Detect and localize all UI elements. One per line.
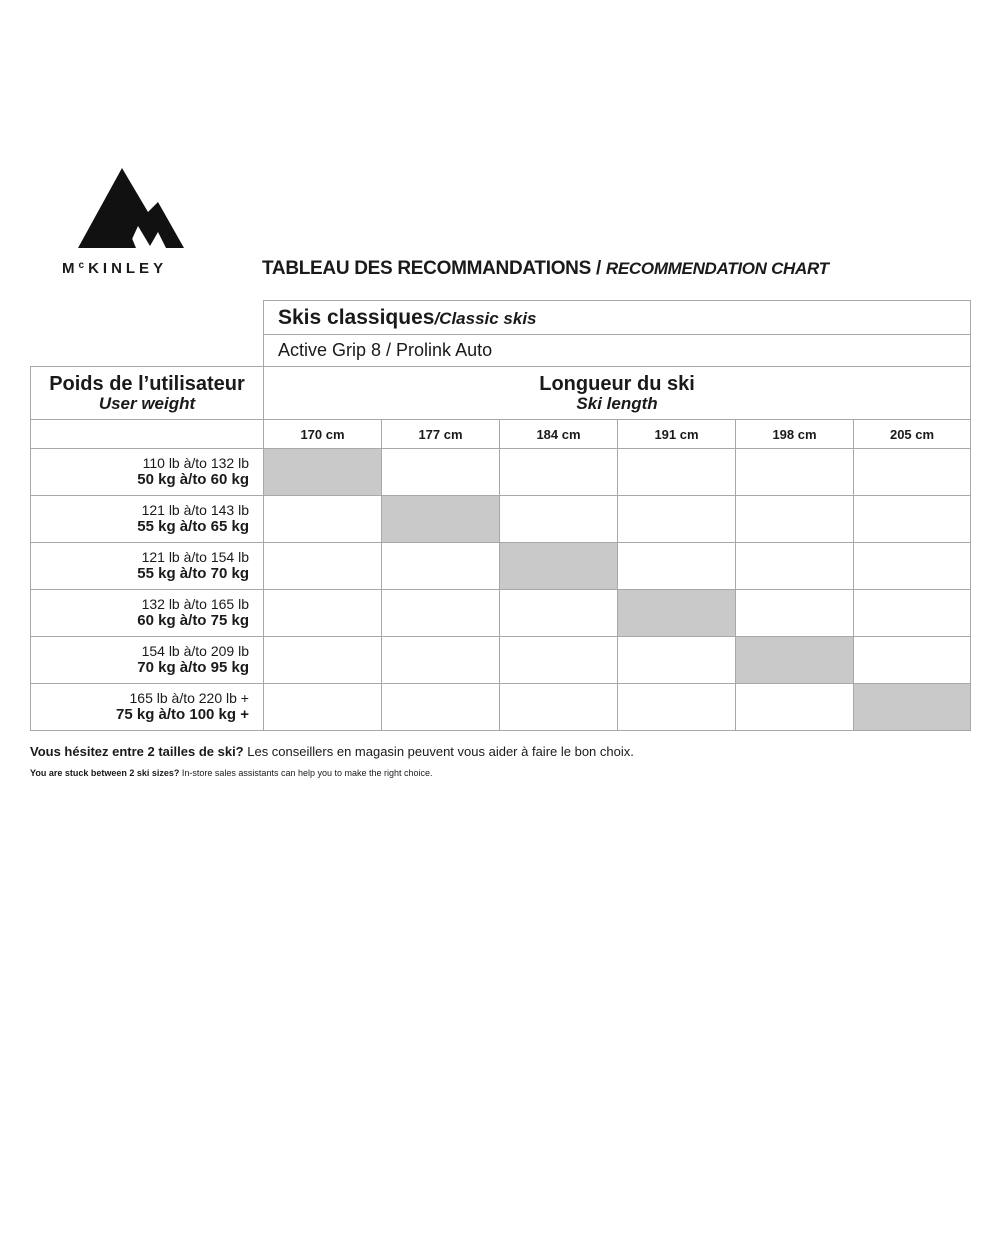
recommended-cell xyxy=(264,449,382,496)
grid-cell xyxy=(382,684,500,731)
page-title xyxy=(262,258,829,280)
weight-lb: 121 lb à/to 154 lb xyxy=(141,549,249,566)
grid-cell xyxy=(500,684,618,731)
weight-range xyxy=(31,449,264,496)
empty-length-label xyxy=(31,420,264,449)
grid-cell xyxy=(618,449,736,496)
length-header-en: Ski length xyxy=(576,393,658,413)
recommendation-table xyxy=(30,300,971,731)
title-fr: TABLEAU DES RECOMMANDATIONS xyxy=(262,258,591,279)
weight-kg: 55 kg à/to 70 kg xyxy=(137,565,249,583)
grid-cell xyxy=(500,449,618,496)
weight-kg: 50 kg à/to 60 kg xyxy=(137,471,249,489)
weight-kg: 70 kg à/to 95 kg xyxy=(137,659,249,677)
weight-range xyxy=(31,637,264,684)
brand-logo xyxy=(62,168,202,288)
ski-length-5: 205 cm xyxy=(854,420,971,449)
note-fr: Vous hésitez entre 2 tailles de ski? Les conseillers en magasin peuvent vous aider à faire le bon choix. xyxy=(30,744,634,759)
grid-cell xyxy=(382,637,500,684)
recommended-cell xyxy=(618,590,736,637)
weight-lb: 165 lb à/to 220 lb + xyxy=(129,690,249,707)
weight-kg: 75 kg à/to 100 kg + xyxy=(116,706,249,724)
grid-cell xyxy=(264,590,382,637)
grid-cell xyxy=(500,590,618,637)
weight-lb: 121 lb à/to 143 lb xyxy=(141,502,249,519)
weight-kg: 55 kg à/to 65 kg xyxy=(137,518,249,536)
grid-cell xyxy=(736,590,854,637)
weight-lb: 154 lb à/to 209 lb xyxy=(141,643,249,660)
weight-range xyxy=(31,590,264,637)
grid-cell xyxy=(854,590,971,637)
grid-cell xyxy=(382,543,500,590)
grid-cell xyxy=(618,684,736,731)
weight-range xyxy=(31,684,264,731)
ski-length-4: 198 cm xyxy=(736,420,854,449)
grid-cell xyxy=(618,543,736,590)
empty-corner-2 xyxy=(31,335,264,367)
grid-cell xyxy=(854,637,971,684)
grid-cell xyxy=(382,590,500,637)
weight-range xyxy=(31,543,264,590)
weight-header xyxy=(31,367,264,420)
grid-cell xyxy=(500,637,618,684)
length-header-fr: Longueur du ski xyxy=(539,372,695,395)
weight-kg: 60 kg à/to 75 kg xyxy=(137,612,249,630)
grid-cell xyxy=(854,496,971,543)
weight-lb: 132 lb à/to 165 lb xyxy=(141,596,249,613)
length-header xyxy=(264,367,971,420)
grid-cell xyxy=(382,449,500,496)
grid-cell xyxy=(264,496,382,543)
grid-cell xyxy=(736,496,854,543)
product-category: Skis classiques/Classic skis xyxy=(264,301,971,335)
ski-length-0: 170 cm xyxy=(264,420,382,449)
grid-cell xyxy=(736,543,854,590)
recommended-cell xyxy=(854,684,971,731)
ski-length-3: 191 cm xyxy=(618,420,736,449)
title-separator: / xyxy=(590,258,606,279)
grid-cell xyxy=(264,637,382,684)
weight-header-fr: Poids de l’utilisateur xyxy=(49,372,245,395)
weight-range xyxy=(31,496,264,543)
product-model: Active Grip 8 / Prolink Auto xyxy=(264,335,971,367)
table-row xyxy=(31,637,971,684)
weight-header-en: User weight xyxy=(98,393,196,413)
recommended-cell xyxy=(736,637,854,684)
table-row xyxy=(31,543,971,590)
note-en: You are stuck between 2 ski sizes? In-store sales assistants can help you to make the right choice. xyxy=(30,768,433,778)
ski-length-2: 184 cm xyxy=(500,420,618,449)
grid-cell xyxy=(854,543,971,590)
recommended-cell xyxy=(382,496,500,543)
mountain-logo-icon xyxy=(78,168,184,250)
grid-cell xyxy=(854,449,971,496)
grid-cell xyxy=(618,496,736,543)
weight-lb: 110 lb à/to 132 lb xyxy=(142,455,249,472)
grid-cell xyxy=(736,684,854,731)
table-row xyxy=(31,496,971,543)
brand-name: $M^cKINLEY$ xyxy=(62,260,168,277)
recommended-cell xyxy=(500,543,618,590)
table-row xyxy=(31,684,971,731)
product-category-en: /Classic skis xyxy=(434,308,537,328)
grid-cell xyxy=(618,637,736,684)
table-row xyxy=(31,590,971,637)
grid-cell xyxy=(264,684,382,731)
title-en: RECOMMENDATION CHART xyxy=(605,259,829,278)
grid-cell xyxy=(736,449,854,496)
ski-length-1: 177 cm xyxy=(382,420,500,449)
empty-corner xyxy=(31,301,264,335)
grid-cell xyxy=(500,496,618,543)
table-row xyxy=(31,449,971,496)
grid-cell xyxy=(264,543,382,590)
